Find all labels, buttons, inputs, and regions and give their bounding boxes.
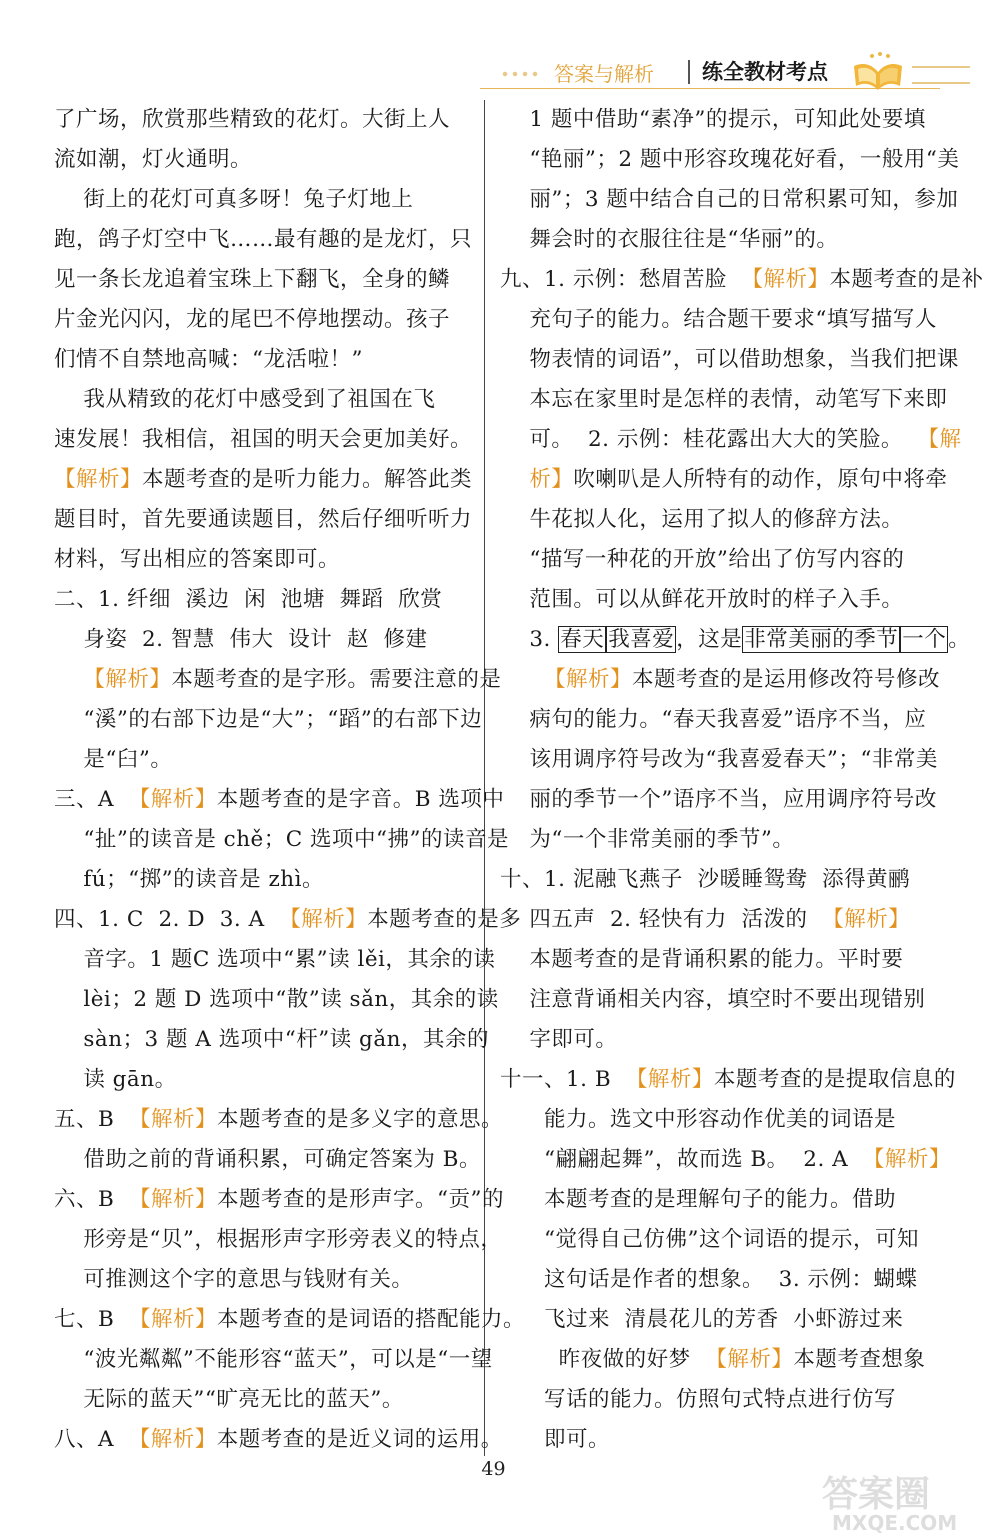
text-line [54, 1100, 503, 1140]
text-segment: sàn；3 题 A 选项中“杆”读 gǎn，其余的 [54, 1027, 489, 1052]
text-line [54, 300, 464, 340]
text-line [500, 1420, 885, 1460]
text-line [54, 460, 473, 500]
text-line [500, 340, 959, 380]
analysis-tag: 【解析】 [279, 907, 368, 932]
page-number: 49 [481, 1458, 506, 1480]
text-segment: 们情不自禁地高喊：“龙活啦！” [54, 347, 363, 372]
text-line [500, 300, 937, 340]
text-segment: 本题考查的是补 [829, 267, 984, 292]
watermark-bottom: MXQE.COM [832, 1511, 958, 1534]
text-line [500, 1220, 919, 1260]
text-line [54, 1020, 489, 1060]
analysis-tag: 【解析】 [822, 907, 911, 932]
text-line [54, 940, 496, 980]
text-segment: 我从精致的花灯中感受到了祖国在飞 [54, 387, 436, 412]
analysis-tag: 析】 [529, 467, 574, 492]
text-line [500, 860, 911, 900]
analysis-tag: 【解析】 [705, 1347, 794, 1372]
text-segment: 本题考查的是听力能力。解答此类 [142, 467, 473, 492]
text-line [500, 1060, 956, 1100]
text-segment: 本题考查的是字音。B 选项中 [216, 787, 505, 812]
text-line [54, 860, 464, 900]
analysis-tag: 【解析】 [544, 667, 633, 692]
text-line [500, 900, 911, 940]
text-segment: 身姿 2. 智慧 伟大 设计 赵 修建 [54, 627, 428, 652]
text-line [500, 1180, 897, 1220]
text-line [500, 1100, 897, 1140]
page-header [480, 52, 980, 96]
text-line [500, 500, 904, 540]
text-segment: 题目时，首先要通读题目，然后仔细听听力 [54, 507, 473, 532]
analysis-tag: 【解 [917, 427, 962, 452]
text-line [500, 980, 926, 1020]
text-segment: 病句的能力。“春天我喜爱”语序不当，应 [500, 707, 927, 732]
text-line [54, 1340, 493, 1380]
text-segment: 这句话是作者的想象。 3. 示例：蝴蝶 [500, 1267, 918, 1292]
text-segment: 四、1. C 2. D 3. A [54, 907, 280, 932]
text-segment: 写话的能力。仿照句式特点进行仿写 [500, 1387, 897, 1412]
text-segment: 舞会时的衣服往往是“华丽”的。 [500, 227, 839, 252]
watermark-logo [818, 1468, 980, 1534]
text-segment: 形旁是“贝”，根据形声字形旁表义的特点， [54, 1227, 503, 1252]
text-segment: 见一条长龙追着宝珠上下翻飞，全身的鳞 [54, 267, 451, 292]
analysis-tag: 【解析】 [128, 1107, 217, 1132]
text-line [500, 1380, 897, 1420]
text-segment: 。 [948, 627, 971, 652]
open-book-icon [850, 50, 906, 94]
text-line [54, 500, 473, 540]
text-line [54, 580, 464, 620]
text-line [500, 700, 927, 740]
text-segment: 材料，写出相应的答案即可。 [54, 547, 341, 572]
text-segment [54, 667, 83, 692]
text-line [54, 260, 464, 300]
text-line [54, 700, 483, 740]
analysis-tag: 【解析】 [54, 467, 143, 492]
text-segment: 吹喇叭是人所特有的动作，原句中将牵 [573, 467, 948, 492]
text-line [500, 1260, 918, 1300]
text-line [500, 620, 971, 660]
text-line [500, 580, 904, 620]
text-segment: 本题考查的是运用修改符号修改 [632, 667, 941, 692]
text-segment: 无际的蓝天”“旷亮无比的蓝天”。 [54, 1387, 404, 1412]
text-segment: 充句子的能力。结合题干要求“填写描写人 [500, 307, 937, 332]
text-segment: 跑，鸽子灯空中飞……最有趣的是龙灯，只 [54, 227, 473, 252]
text-segment: 九、1. 示例：愁眉苦脸 [500, 267, 742, 292]
text-line [500, 660, 941, 700]
text-segment: 可。 2. 示例：桂花露出大大的笑脸。 [500, 427, 918, 452]
text-segment: “描写一种花的开放”给出了仿写内容的 [500, 547, 905, 572]
text-line [54, 780, 505, 820]
text-line [54, 1420, 503, 1460]
text-segment: 是“臼”。 [54, 747, 173, 772]
header-dots [500, 70, 540, 78]
text-segment: 昨夜做的好梦 [500, 1347, 706, 1372]
text-line [500, 780, 937, 820]
text-segment: 街上的花灯可真多呀！兔子灯地上 [54, 187, 414, 212]
text-segment: 1 题中借助“素净”的提示，可知此处要填 [500, 107, 926, 132]
text-line [54, 740, 464, 780]
text-line [54, 1380, 464, 1420]
text-line [500, 100, 926, 140]
text-line [54, 340, 464, 380]
text-segment: 该用调序符号改为“我喜爱春天”；“非常美 [500, 747, 938, 772]
analysis-tag: 【解析】 [128, 1187, 217, 1212]
text-segment: 流如潮，灯火通明。 [54, 147, 253, 172]
text-segment: 十、1. 泥融飞燕子 沙暖睡鸳鸯 添得黄鹂 [500, 867, 911, 892]
text-line [54, 1300, 525, 1340]
text-segment: 物表情的词语”，可以借助想象，当我们把课 [500, 347, 959, 372]
text-segment: 十一、1. B [500, 1067, 626, 1092]
text-segment: lèi；2 题 D 选项中“散”读 sǎn，其余的读 [54, 987, 499, 1012]
text-segment: “翩翩起舞”，故而选 B。 2. A [500, 1147, 863, 1172]
watermark-top: 答案圈 [822, 1474, 931, 1515]
text-line [500, 180, 959, 220]
text-line [500, 1340, 926, 1380]
text-segment: 注意背诵相关内容，填空时不要出现错别 [500, 987, 926, 1012]
analysis-tag: 【解析】 [128, 1427, 217, 1452]
text-line [500, 220, 885, 260]
text-segment: 3. [500, 627, 559, 652]
text-segment: 五、B [54, 1107, 129, 1132]
text-segment: 飞过来 清晨花儿的芳香 小虾游过来 [500, 1307, 904, 1332]
text-line [500, 1140, 951, 1180]
analysis-tag: 【解析】 [625, 1067, 714, 1092]
left-column [54, 100, 525, 1460]
text-segment: “觉得自己仿佛”这个词语的提示，可知 [500, 1227, 919, 1252]
text-line [54, 1260, 464, 1300]
text-segment: 牛花拟人化，运用了拟人的修辞方法。 [500, 507, 904, 532]
text-segment [500, 467, 529, 492]
analysis-tag: 【解析】 [128, 1307, 217, 1332]
text-line [54, 900, 522, 940]
text-segment: 音字。1 题C 选项中“累”读 lěi，其余的读 [54, 947, 496, 972]
text-segment [500, 667, 544, 692]
text-segment: 本题考查的是多 [367, 907, 522, 932]
text-segment: 读 gān。 [54, 1067, 177, 1092]
text-line [54, 820, 510, 860]
text-line [500, 1300, 904, 1340]
text-segment: “溪”的右部下边是“大”；“蹈”的右部下边 [54, 707, 483, 732]
text-line [54, 420, 473, 460]
text-segment: fú；“掷”的读音是 zhì。 [54, 867, 325, 892]
book-title: 练全教材考点 [702, 60, 828, 84]
text-line [500, 820, 885, 860]
text-segment: 即可。 [500, 1427, 611, 1452]
text-segment: 了广场，欣赏那些精致的花灯。大街上人 [54, 107, 451, 132]
text-line [54, 980, 499, 1020]
text-segment: 本忘在家里时是怎样的表情，动笔写下来即 [500, 387, 948, 412]
text-segment: 本题考查的是形声字。“贡”的 [216, 1187, 504, 1212]
text-segment: 丽”；3 题中结合自己的日常积累可知，参加 [500, 187, 959, 212]
text-segment: 片金光闪闪，龙的尾巴不停地摆动。孩子 [54, 307, 451, 332]
text-line [54, 100, 464, 140]
text-line [54, 1220, 503, 1260]
text-segment: 四五声 2. 轻快有力 活泼的 [500, 907, 823, 932]
text-segment: 本题考查的是近义词的运用。 [216, 1427, 503, 1452]
text-line [54, 1140, 481, 1180]
text-line [54, 620, 464, 660]
analysis-tag: 【解析】 [862, 1147, 951, 1172]
text-line [54, 180, 464, 220]
text-line [500, 420, 962, 460]
text-segment: 速发展！我相信，祖国的明天会更加美好。 [54, 427, 473, 452]
header-decor-lines [912, 66, 970, 84]
text-segment: 本题考查的是词语的搭配能力。 [216, 1307, 525, 1332]
text-line [54, 540, 464, 580]
text-line [54, 140, 464, 180]
text-line [500, 380, 948, 420]
section-title: 答案与解析 [554, 62, 654, 86]
boxed-text: 春天 [560, 627, 605, 652]
text-line [54, 660, 502, 700]
text-segment: “波光粼粼”不能形容“蓝天”，可以是“一望 [54, 1347, 493, 1372]
text-segment: 本题考查的是提取信息的 [713, 1067, 956, 1092]
text-line [500, 740, 938, 780]
text-line [500, 1020, 885, 1060]
text-segment: 六、B [54, 1187, 129, 1212]
analysis-tag: 【解析】 [741, 267, 830, 292]
text-segment: 七、B [54, 1307, 129, 1332]
text-segment: 字即可。 [500, 1027, 618, 1052]
text-segment: 本题考查的是多义字的意思。 [216, 1107, 503, 1132]
text-line [500, 260, 984, 300]
text-segment: 本题考查的是背诵积累的能力。平时要 [500, 947, 904, 972]
text-segment: 本题考查想象 [793, 1347, 926, 1372]
text-segment: 丽的季节一个”语序不当，应用调序符号改 [500, 787, 937, 812]
text-segment: 三、A [54, 787, 129, 812]
text-line [54, 220, 473, 260]
header-separator [688, 60, 690, 84]
text-segment: 八、A [54, 1427, 129, 1452]
column-divider [484, 100, 485, 1456]
text-segment: 为“一个非常美丽的季节”。 [500, 827, 795, 852]
text-segment: 本题考查的是理解句子的能力。借助 [500, 1187, 897, 1212]
text-segment: 借助之前的背诵积累，可确定答案为 B。 [54, 1147, 481, 1172]
boxed-text: 一个 [902, 627, 947, 652]
analysis-tag: 【解析】 [128, 787, 217, 812]
text-segment: ，这是 [676, 627, 743, 652]
boxed-text: 非常美丽的季节 [744, 627, 899, 652]
text-segment: 二、1. 纤细 溪边 闲 池塘 舞蹈 欣赏 [54, 587, 443, 612]
boxed-text: 我喜爱 [608, 627, 675, 652]
analysis-tag: 【解析】 [83, 667, 172, 692]
text-segment: 能力。选文中形容动作优美的词语是 [500, 1107, 897, 1132]
text-segment: 可推测这个字的意思与钱财有关。 [54, 1267, 414, 1292]
text-segment: “扯”的读音是 chě；C 选项中“拂”的读音是 [54, 827, 510, 852]
text-line [54, 1060, 464, 1100]
text-line [54, 380, 464, 420]
text-segment: 范围。可以从鲜花开放时的样子入手。 [500, 587, 904, 612]
text-segment: “艳丽”；2 题中形容玫瑰花好看，一般用“美 [500, 147, 960, 172]
right-column [500, 100, 984, 1460]
text-line [500, 540, 905, 580]
text-line [54, 1180, 504, 1220]
text-line [500, 140, 960, 180]
text-line [500, 460, 948, 500]
text-line [500, 940, 904, 980]
text-segment: 本题考查的是字形。需要注意的是 [171, 667, 502, 692]
